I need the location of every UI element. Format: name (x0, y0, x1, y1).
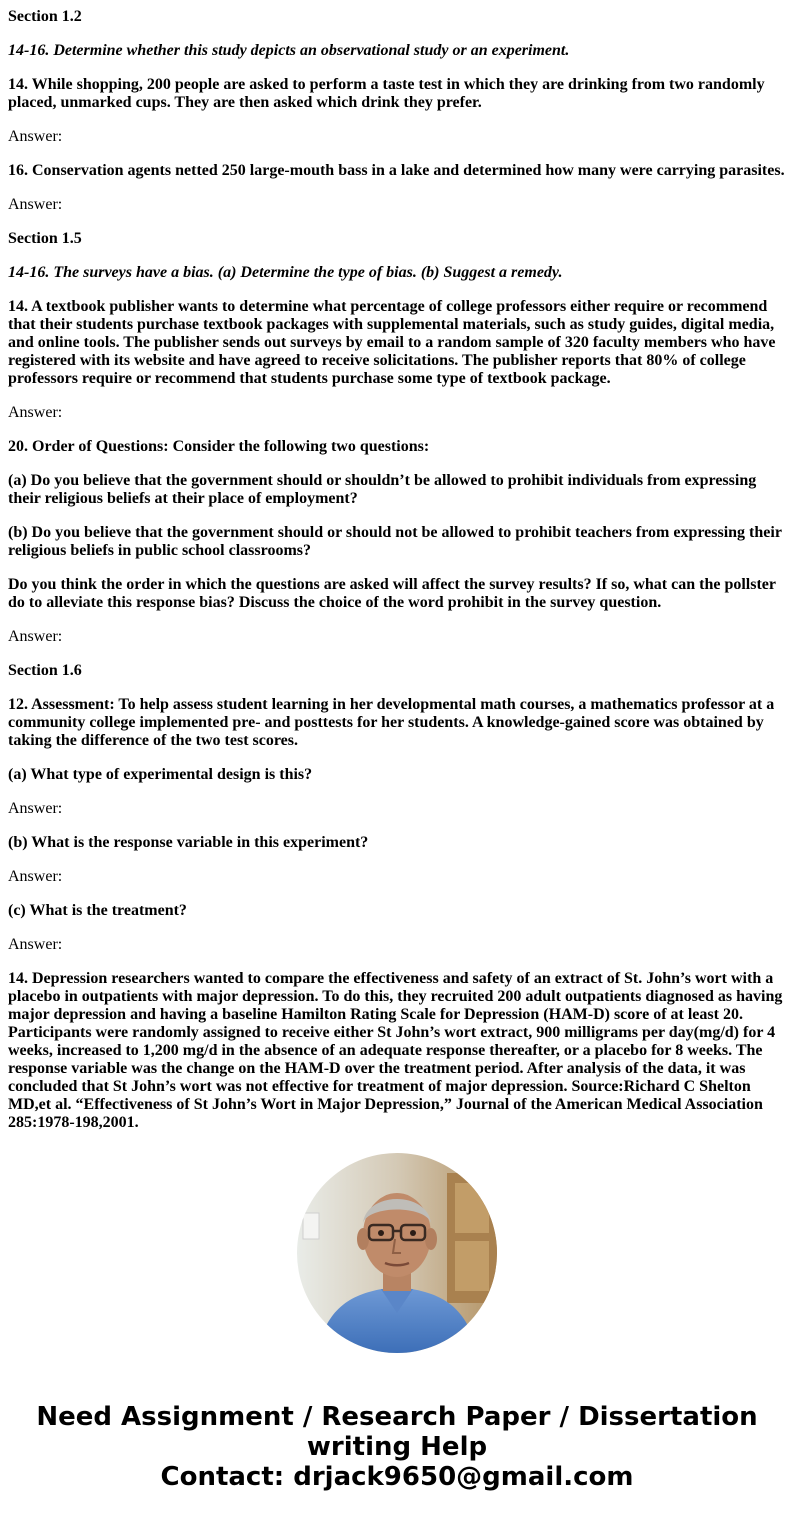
answer-label: Answer: (8, 800, 63, 817)
answer-label: Answer: (8, 936, 63, 953)
question-text: 14. A textbook publisher wants to determine what percentage of college professors either require or recommend that their students purchase textbook packages with supplemental materials, such as study guides, digital media, and online tools. The publisher sends out surveys by email to a random sample of 320 faculty members who have registered with its website and have agreed to receive solicitations. The publisher reports that 80% of college professors require or recommend that students purchase some type of textbook package. (8, 298, 776, 387)
promo-contact-email[interactable]: Contact: drjack9650@gmail.com (160, 1462, 634, 1492)
section-heading: Section 1.5 (8, 230, 82, 247)
question-text: (b) What is the response variable in this experiment? (8, 834, 369, 851)
answer-label: Answer: (8, 128, 63, 145)
instruction-text: 14-16. Determine whether this study depicts an observational study or an experiment. (8, 42, 570, 59)
section-heading: Section 1.2 (8, 8, 82, 25)
question-text: 20. Order of Questions: Consider the following two questions: (8, 438, 430, 455)
question-text: 16. Conservation agents netted 250 large-mouth bass in a lake and determined how many were carrying parasites. (8, 162, 785, 179)
question-text: 12. Assessment: To help assess student learning in her developmental math courses, a mathematics professor at a community college implemented pre- and posttests for her students. A knowledge-gained score was obtained by taking the difference of the two test scores. (8, 696, 775, 749)
question-text: 14. While shopping, 200 people are asked to perform a taste test in which they are drinking from two randomly placed, unmarked cups. They are then asked which drink they prefer. (8, 76, 765, 111)
question-text: (c) What is the treatment? (8, 902, 187, 919)
promo-headline: Need Assignment / Research Paper / Dissertation (36, 1402, 758, 1432)
question-text: (b) Do you believe that the government should or should not be allowed to prohibit teachers from expressing their religious beliefs in public school classrooms? (8, 524, 782, 559)
question-text: (a) What type of experimental design is this? (8, 766, 313, 783)
question-text: Do you think the order in which the questions are asked will affect the survey results? If so, what can the pollster do to alleviate this response bias? Discuss the choice of the word prohibit in the survey question. (8, 576, 776, 611)
answer-label: Answer: (8, 196, 63, 213)
question-text: 14. Depression researchers wanted to compare the effectiveness and safety of an extract of St. John’s wort with a placebo in outpatients with major depression. To do this, they recruited 200 adult outpatients diagnosed as having major depression and having a baseline Hamilton Rating Scale for Depression (HAM-D) score of at least 20. Participants were randomly assigned to receive either St John’s wort extract, 900 milligrams per day(mg/d) for 4 weeks, increased to 1,200 mg/d in the absence of an adequate response thereafter, or a placebo for 8 weeks. The response variable was the change on the HAM-D over the treatment period. After analysis of the data, it was concluded that St John’s wort was not effective for treatment of major depression. Source:Richard C Shelton MD,et al. “Effectiveness of St John’s Wort in Major Depression,” Journal of the American Medical Association 285:1978-198,2001. (8, 970, 783, 1131)
promo-banner (0, 1402, 794, 1492)
answer-label: Answer: (8, 868, 63, 885)
tutor-portrait-image (297, 1153, 497, 1353)
promo-subheadline: writing Help (306, 1432, 488, 1462)
answer-label: Answer: (8, 628, 63, 645)
assignment-document (8, 0, 788, 1131)
question-text: (a) Do you believe that the government should or shouldn’t be allowed to prohibit individuals from expressing their religious beliefs at their place of employment? (8, 472, 757, 507)
answer-label: Answer: (8, 404, 63, 421)
avatar (297, 1153, 497, 1353)
instruction-text: 14-16. The surveys have a bias. (a) Determine the type of bias. (b) Suggest a remedy. (8, 264, 563, 281)
section-heading: Section 1.6 (8, 662, 82, 679)
